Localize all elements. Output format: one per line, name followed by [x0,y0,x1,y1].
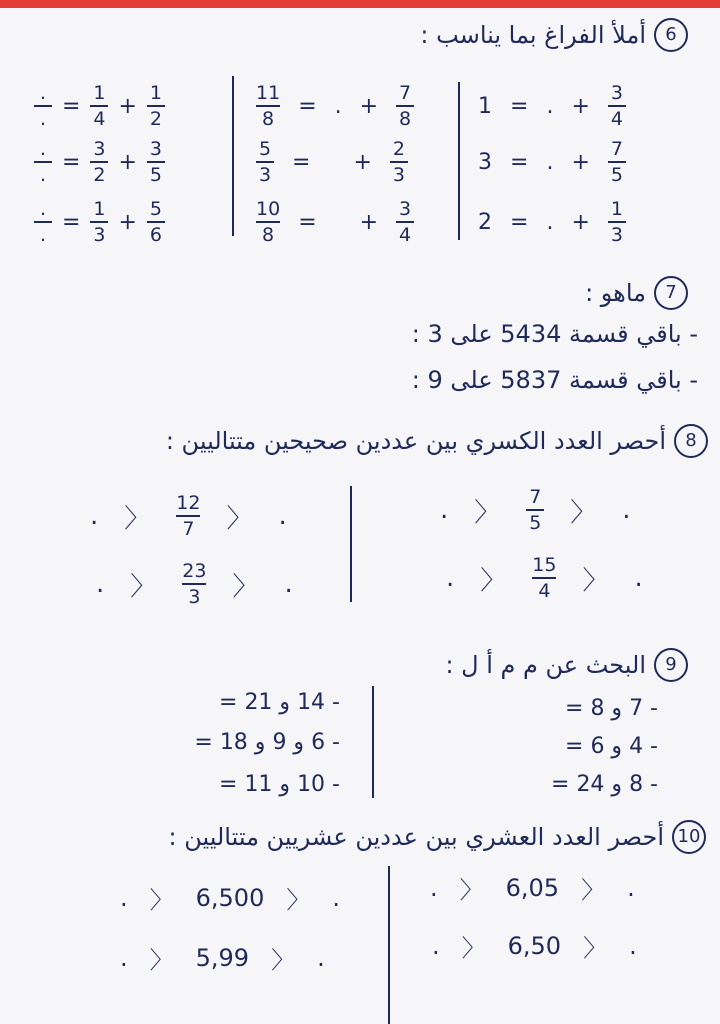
greater-sign: 〉 [226,503,253,534]
plus-sign: + [359,93,379,119]
ex6-fraction-numerator: 3 [149,138,162,160]
blank: . [634,563,643,593]
ex7-number: 7 [654,276,688,310]
ex6-col2-row [256,198,414,246]
blank: . [317,943,325,972]
ex6-fraction-numerator: 3 [610,82,623,104]
ex8-fraction-numerator: 12 [176,492,201,514]
ex8-bracket-row [440,486,631,534]
ex6-col2-row [256,138,408,186]
plus-sign: + [571,149,590,175]
ex6-fraction-denominator: 5 [610,164,623,186]
ex6-fraction [147,198,165,246]
blank: . [430,873,438,902]
ex8-fraction-numerator: 7 [529,486,542,508]
ex6-blank-fraction: $\frac{.}{.}$ [34,198,52,246]
equals-sign: = [292,149,311,175]
blank: . [120,943,128,972]
ex7-line-1: - باقي قسمة 5434 على 3 : [411,320,698,348]
ex6-fraction [90,82,108,130]
ex6-fraction [147,138,165,186]
blank: . [546,149,554,175]
greater-sign: 〉 [461,934,486,962]
greater-sign: 〉 [271,946,296,974]
ex6-fraction [256,138,274,186]
ex8-number: 8 [674,424,708,458]
blank: . [546,93,554,119]
ex8-fraction-numerator: 15 [532,554,557,576]
ex8-bracket-row [446,554,643,602]
ex10-bracket-row [432,928,637,963]
ex9-left-2: - 6 و 9 و 18 = [194,730,340,755]
ex6-fraction-denominator: 8 [262,108,275,130]
ex6-title: أملأ الفراغ بما يناسب : [420,21,646,49]
ex6-col3-row [478,82,626,130]
ex9-left-1: - 14 و 21 = [219,690,340,715]
ex6-fraction-numerator: 2 [392,138,405,160]
plus-sign: + [118,93,137,119]
ex6-fraction [608,198,626,246]
equals-sign: = [298,209,317,235]
plus-sign: + [118,209,137,235]
ex6-col2-row [256,82,414,130]
greater-sign: 〉 [570,497,597,528]
ex6-fraction-numerator: 11 [256,82,281,104]
blank: . [629,931,637,960]
ex10-bracket-row [120,880,340,915]
ex10-heading [168,820,706,854]
ex9-right-1: - 7 و 8 = [565,696,658,721]
equals-sign: = [62,93,81,119]
ex8-fraction-denominator: 5 [529,512,542,534]
ex6-fraction [396,198,414,246]
ex8-fraction-numerator: 23 [182,560,207,582]
ex6-fraction [390,138,408,186]
ex8-bracket-row [96,560,293,608]
ex6-number: 6 [654,18,688,52]
ex8-title: أحصر العدد الكسري بين عددين صحيحين متتاليين : [165,427,666,455]
blank: . [332,883,340,912]
ex6-fraction-denominator: 8 [399,108,412,130]
blank: . [627,873,635,902]
greater-sign: 〉 [581,876,606,904]
ex8-fraction [182,560,206,608]
ex9-number: 9 [654,648,688,682]
greater-sign: 〉 [149,946,174,974]
ex6-fraction [147,82,165,130]
plus-sign: + [571,93,590,119]
ex6-fraction-denominator: 3 [610,224,623,246]
ex6-fraction-denominator: 3 [392,164,405,186]
greater-sign: 〉 [459,876,484,904]
ex6-fraction-denominator: 8 [262,224,275,246]
ex6-fraction-denominator: 3 [258,164,272,186]
ex6-fraction [608,138,626,186]
blank: . [96,569,105,599]
ex6-col3-row [478,198,626,246]
ex6-fraction [90,138,108,186]
greater-sign: 〉 [583,934,608,962]
greater-sign: 〉 [286,886,311,914]
ex8-fraction [526,486,544,534]
ex6-fraction [608,82,626,130]
plus-sign: + [571,209,590,235]
ex7-line-2: - باقي قسمة 5837 على 9 : [411,366,698,394]
ex7-heading [585,276,688,310]
ex6-col3-row [478,138,626,186]
ex6-fraction-numerator: 10 [256,198,281,220]
blank [328,150,335,175]
ex6-fraction [396,82,414,130]
plus-sign: + [118,149,137,175]
ex10-decimal: 6,05 [505,873,560,902]
blank: . [334,93,342,119]
ex8-divider [350,486,352,602]
ex6-fraction-numerator: 5 [149,198,162,220]
ex6-col1-row [34,138,165,186]
blank: . [432,931,440,960]
ex8-bracket-row [90,492,287,540]
ex8-heading [166,424,708,458]
plus-sign: + [359,209,379,235]
equals-sign: = [510,209,529,235]
ex9-heading [445,648,688,682]
ex6-fraction-denominator: 4 [399,224,412,246]
equals-sign: = [62,209,81,235]
blank: . [546,209,554,235]
ex6-blank-fraction: $\frac{.}{.}$ [34,82,52,130]
whole-number: 1 [478,93,492,119]
ex6-fraction-numerator: 7 [610,138,623,160]
top-red-strip [0,0,720,8]
ex6-fraction-numerator: 1 [93,198,106,220]
ex6-blank-fraction: $\frac{.}{.}$ [34,138,52,186]
ex6-col1-row [34,198,165,246]
ex6-fraction-numerator: 1 [93,82,106,104]
ex6-fraction-numerator: 7 [399,82,412,104]
whole-number: 3 [478,149,492,175]
greater-sign: 〉 [474,497,501,528]
ex6-fraction-numerator: 3 [399,198,412,220]
ex10-decimal: 5,99 [195,943,250,972]
ex8-fraction-denominator: 4 [538,580,551,602]
ex6-col1-row [34,82,165,130]
blank: . [446,563,455,593]
blank: . [440,495,449,525]
equals-sign: = [510,149,529,175]
ex6-fraction-denominator: 2 [149,108,162,130]
ex10-title: أحصر العدد العشري بين عددين عشريين متتاليين : [168,823,664,851]
ex9-divider [372,686,374,798]
ex6-fraction-numerator: 1 [149,82,162,104]
blank: . [284,569,293,599]
equals-sign: = [510,93,529,119]
ex6-divider-1 [232,76,234,236]
ex10-divider [388,866,390,1024]
ex9-left-3: - 10 و 11 = [219,772,340,797]
greater-sign: 〉 [149,886,174,914]
ex6-fraction-denominator: 4 [93,108,106,130]
ex6-fraction-numerator: 5 [258,138,272,160]
ex6-fraction-denominator: 6 [149,224,162,246]
greater-sign: 〉 [232,571,259,602]
ex6-fraction-denominator: 3 [93,224,106,246]
ex6-fraction-numerator: 3 [93,138,106,160]
greater-sign: 〉 [130,571,157,602]
blank [335,210,342,235]
ex10-decimal: 6,50 [507,931,562,960]
ex8-fraction-denominator: 3 [188,586,201,608]
blank: . [278,501,287,531]
blank: . [622,495,631,525]
ex10-bracket-row [120,940,325,975]
greater-sign: 〉 [124,503,151,534]
greater-sign: 〉 [480,565,507,596]
ex9-right-3: - 8 و 24 = [551,772,658,797]
equals-sign: = [62,149,81,175]
whole-number: 2 [478,209,492,235]
ex8-fraction [176,492,200,540]
ex6-fraction-denominator: 2 [93,164,106,186]
ex6-heading [420,18,688,52]
ex6-fraction-numerator: 1 [610,198,623,220]
ex9-right-2: - 4 و 6 = [565,734,658,759]
ex6-fraction [256,82,280,130]
ex6-fraction-denominator: 5 [149,164,162,186]
plus-sign: + [353,149,372,175]
ex6-fraction-denominator: 4 [610,108,623,130]
ex6-fraction [90,198,108,246]
greater-sign: 〉 [582,565,609,596]
ex8-fraction [532,554,556,602]
ex8-fraction-denominator: 7 [182,518,195,540]
ex6-fraction [256,198,280,246]
ex6-divider-2 [458,82,460,240]
ex9-title: البحث عن م م أ ل : [445,651,646,679]
equals-sign: = [298,93,317,119]
ex7-title: ماهو : [585,279,646,307]
ex10-bracket-row [430,870,635,905]
blank: . [90,501,99,531]
blank: . [120,883,128,912]
ex10-decimal: 6,500 [195,883,265,912]
ex10-number: 10 [672,820,706,854]
